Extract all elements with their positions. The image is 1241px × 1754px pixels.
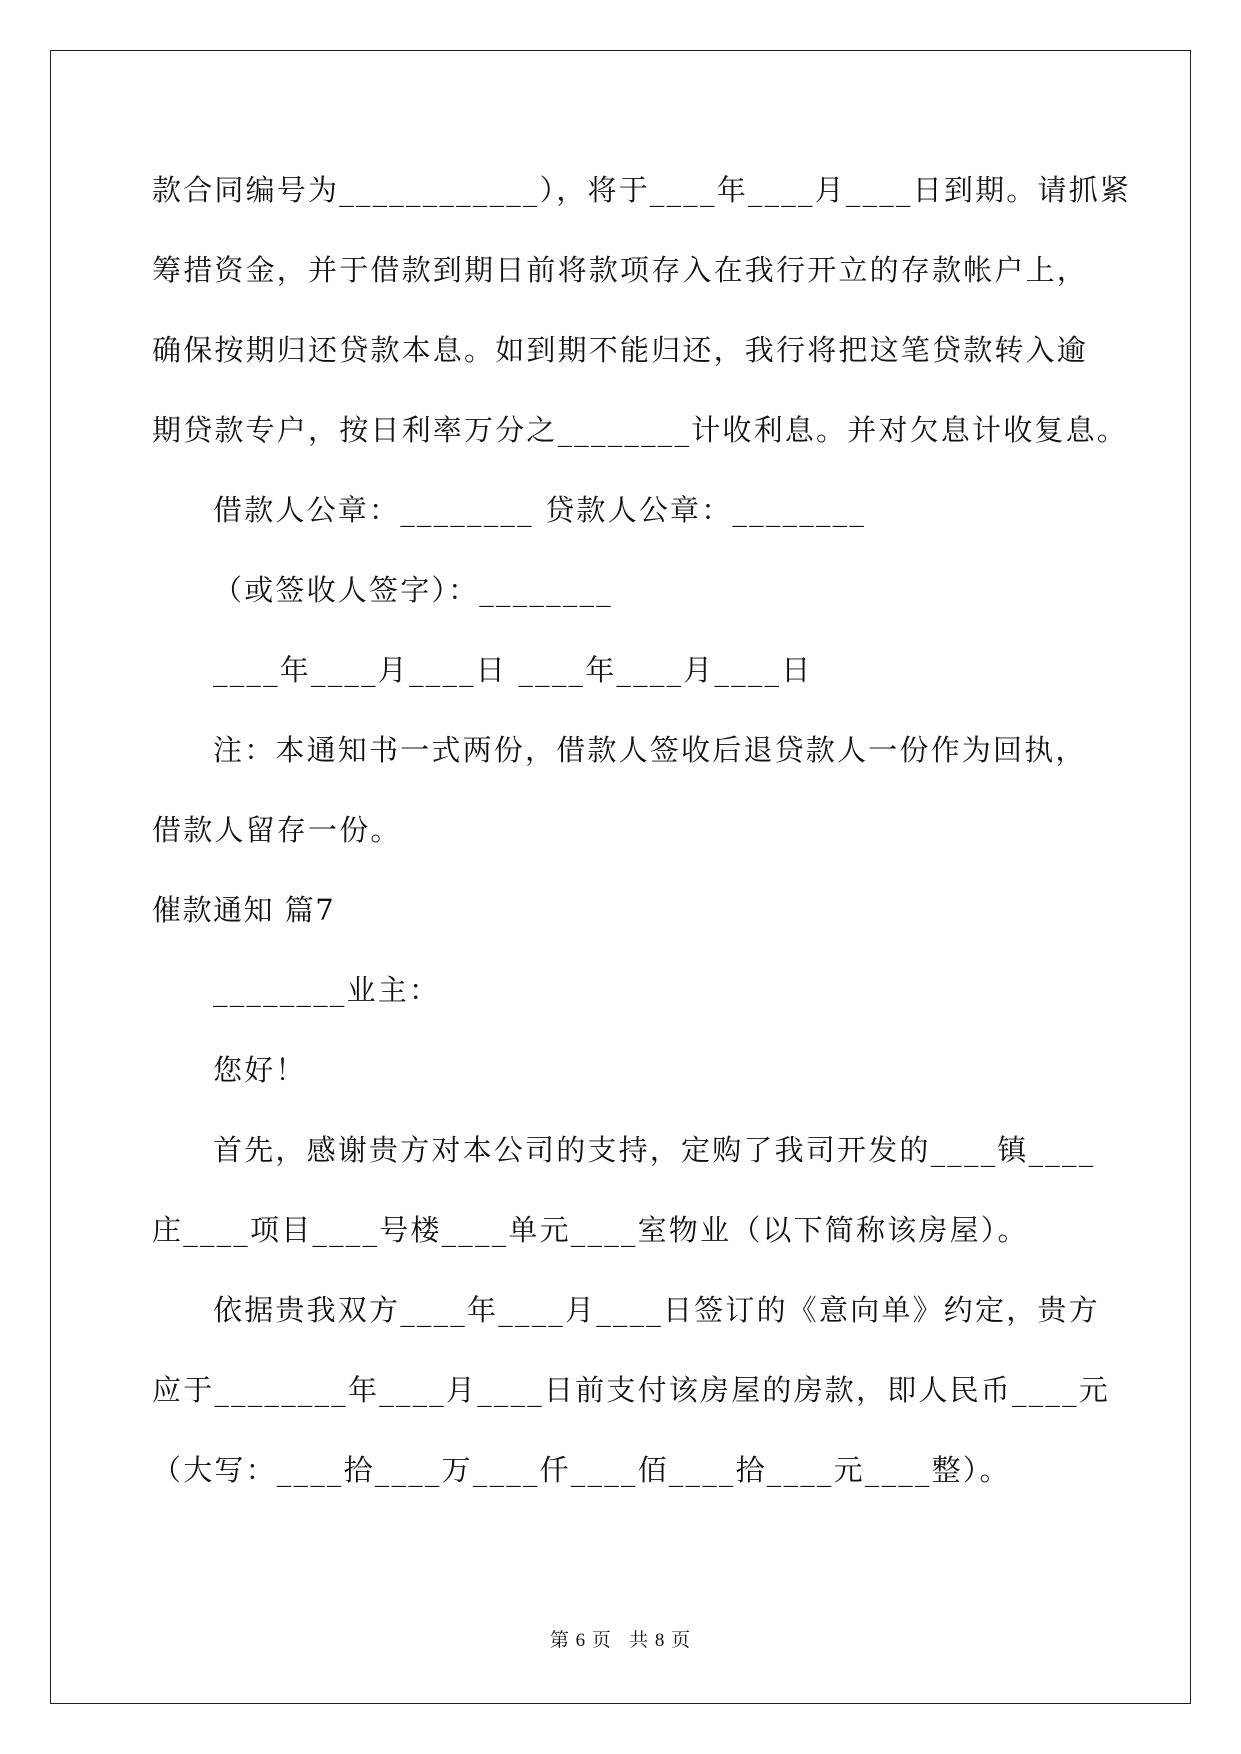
section-heading: 催款通知 篇7 xyxy=(152,893,336,927)
body-line-5: 首先，感谢贵方对本公司的支持，定购了我司开发的____镇____ xyxy=(213,1133,1096,1167)
greeting-line: 您好！ xyxy=(213,1053,307,1087)
date-line: ____年____月____日 ____年____月____日 xyxy=(213,653,813,687)
note-line-2: 借款人留存一份。 xyxy=(152,813,402,847)
note-line-1: 注：本通知书一式两份，借款人签收后退贷款人一份作为回执， xyxy=(213,733,1087,767)
body-line-9: （大写：____拾____万____仟____佰____拾____元____整）。 xyxy=(152,1453,1011,1487)
body-line-7: 依据贵我双方____年____月____日签订的《意向单》约定，贵方 xyxy=(213,1293,1100,1327)
body-line-1: 款合同编号为____________），将于____年____月____日到期。请抓紧 xyxy=(152,173,1132,207)
page-number-footer: 第 6 页 共 8 页 xyxy=(549,1630,692,1651)
addressee-line: ________业主： xyxy=(213,973,441,1007)
body-line-2: 筹措资金，并于借款到期日前将款项存入在我行开立的存款帐户上， xyxy=(152,253,1089,287)
body-line-8: 应于________年____月____日前支付该房屋的房款，即人民币____元 xyxy=(152,1373,1111,1407)
seal-line: 借款人公章：________ 贷款人公章：________ xyxy=(213,493,867,527)
body-line-4: 期贷款专户，按日利率万分之________计收利息。并对欠息计收复息。 xyxy=(152,413,1129,447)
signature-line: （或签收人签字）：________ xyxy=(213,573,613,607)
body-line-3: 确保按期归还贷款本息。如到期不能归还，我行将把这笔贷款转入逾 xyxy=(152,333,1089,367)
body-line-6: 庄____项目____号楼____单元____室物业（以下简称该房屋）。 xyxy=(152,1213,1029,1247)
